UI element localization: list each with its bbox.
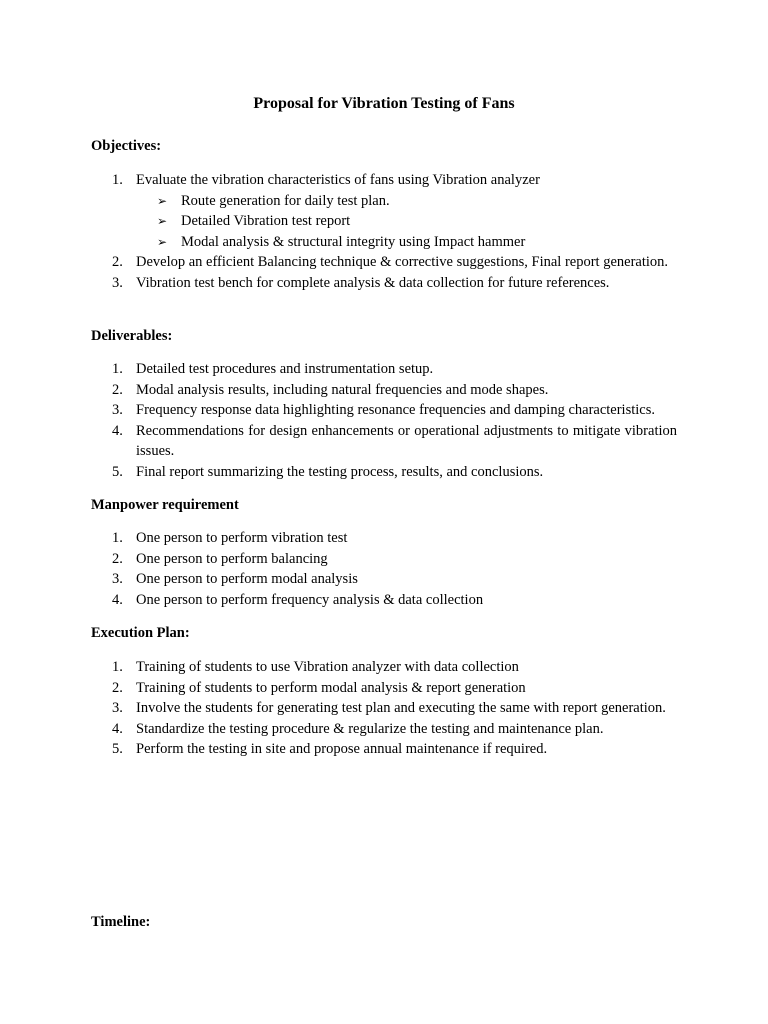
sub-list-item-text: Route generation for daily test plan. [181,192,390,209]
list-item-text: One person to perform balancing [136,550,328,567]
execution-plan-heading: Execution Plan: [91,625,190,641]
list-number: 3. [112,402,123,418]
objectives-heading: Objectives: [91,138,162,154]
list-item-text: Vibration test bench for complete analysis & data collection for future references. [136,274,610,291]
list-number: 3. [112,571,123,587]
list-item [91,273,677,294]
deliverables-heading: Deliverables: [91,328,173,344]
list-item-text: Final report summarizing the testing process, results, and conclusions. [136,463,544,480]
deliverables-list [91,359,677,482]
sub-list-item [91,232,677,253]
list-number: 3. [112,274,123,291]
list-item [91,359,677,380]
list-item-text: Involve the students for generating test plan and executing the same with report generation. [136,700,666,716]
list-item [91,462,677,483]
list-item [91,678,677,699]
list-number: 1. [112,172,123,188]
list-item [91,590,677,611]
list-item-text: Develop an efficient Balancing technique & corrective suggestions, Final report generation. [136,254,669,270]
list-number: 2. [112,254,123,270]
list-item [91,380,677,401]
document-title: Proposal for Vibration Testing of Fans [253,95,515,112]
list-item-text: One person to perform frequency analysis & data collection [136,591,484,608]
list-number: 2. [112,550,123,567]
list-item-text: One person to perform modal analysis [136,571,358,587]
arrow-bullet-icon: ➢ [157,214,168,228]
list-number: 4. [112,591,123,608]
list-item [91,170,677,191]
list-item-text: Training of students to use Vibration analyzer with data collection [136,659,519,675]
list-item-text: Perform the testing in site and propose annual maintenance if required. [136,741,548,757]
list-item [91,252,677,273]
arrow-bullet-icon: ➢ [157,193,168,208]
manpower-list [91,528,677,610]
list-number: 1. [112,659,123,675]
execution-plan-list [91,657,677,760]
list-item-text: Modal analysis results, including natural frequencies and mode shapes. [136,381,549,398]
arrow-bullet-icon: ➢ [157,234,168,249]
manpower-heading: Manpower requirement [91,497,239,513]
list-item [91,549,677,570]
list-item-text: One person to perform vibration test [136,530,348,546]
list-item [91,739,677,760]
timeline-heading: Timeline: [91,914,151,930]
list-number: 2. [112,381,123,398]
sub-list-item-text: Detailed Vibration test report [181,213,351,229]
list-item [91,421,677,462]
list-item-text: Frequency response data highlighting resonance frequencies and damping characteristics. [136,402,655,418]
list-number: 1. [112,361,123,377]
list-item-text: Standardize the testing procedure & regularize the testing and maintenance plan. [136,720,604,737]
list-item [91,719,677,740]
sub-list-item [91,211,677,232]
list-number: 3. [112,700,123,716]
list-item-text: Detailed test procedures and instrumentation setup. [136,361,434,377]
list-item [91,569,677,590]
list-item-text: Training of students to perform modal analysis & report generation [136,679,526,696]
list-item [91,698,677,719]
list-number: 1. [112,530,123,546]
sub-list-item-text: Modal analysis & structural integrity using Impact hammer [181,233,526,250]
list-item-text: Evaluate the vibration characteristics of fans using Vibration analyzer [136,172,540,188]
list-item [91,400,677,421]
sub-list-item [91,191,677,212]
list-item [91,657,677,678]
list-number: 4. [112,422,123,439]
list-number: 4. [112,720,123,737]
list-number: 5. [112,741,123,757]
list-number: 5. [112,463,123,480]
objectives-list [91,170,677,293]
list-item [91,528,677,549]
list-item-text: Recommendations for design enhancements or operational adjustments to mitigate vibration issues. [136,422,677,459]
list-number: 2. [112,679,123,696]
